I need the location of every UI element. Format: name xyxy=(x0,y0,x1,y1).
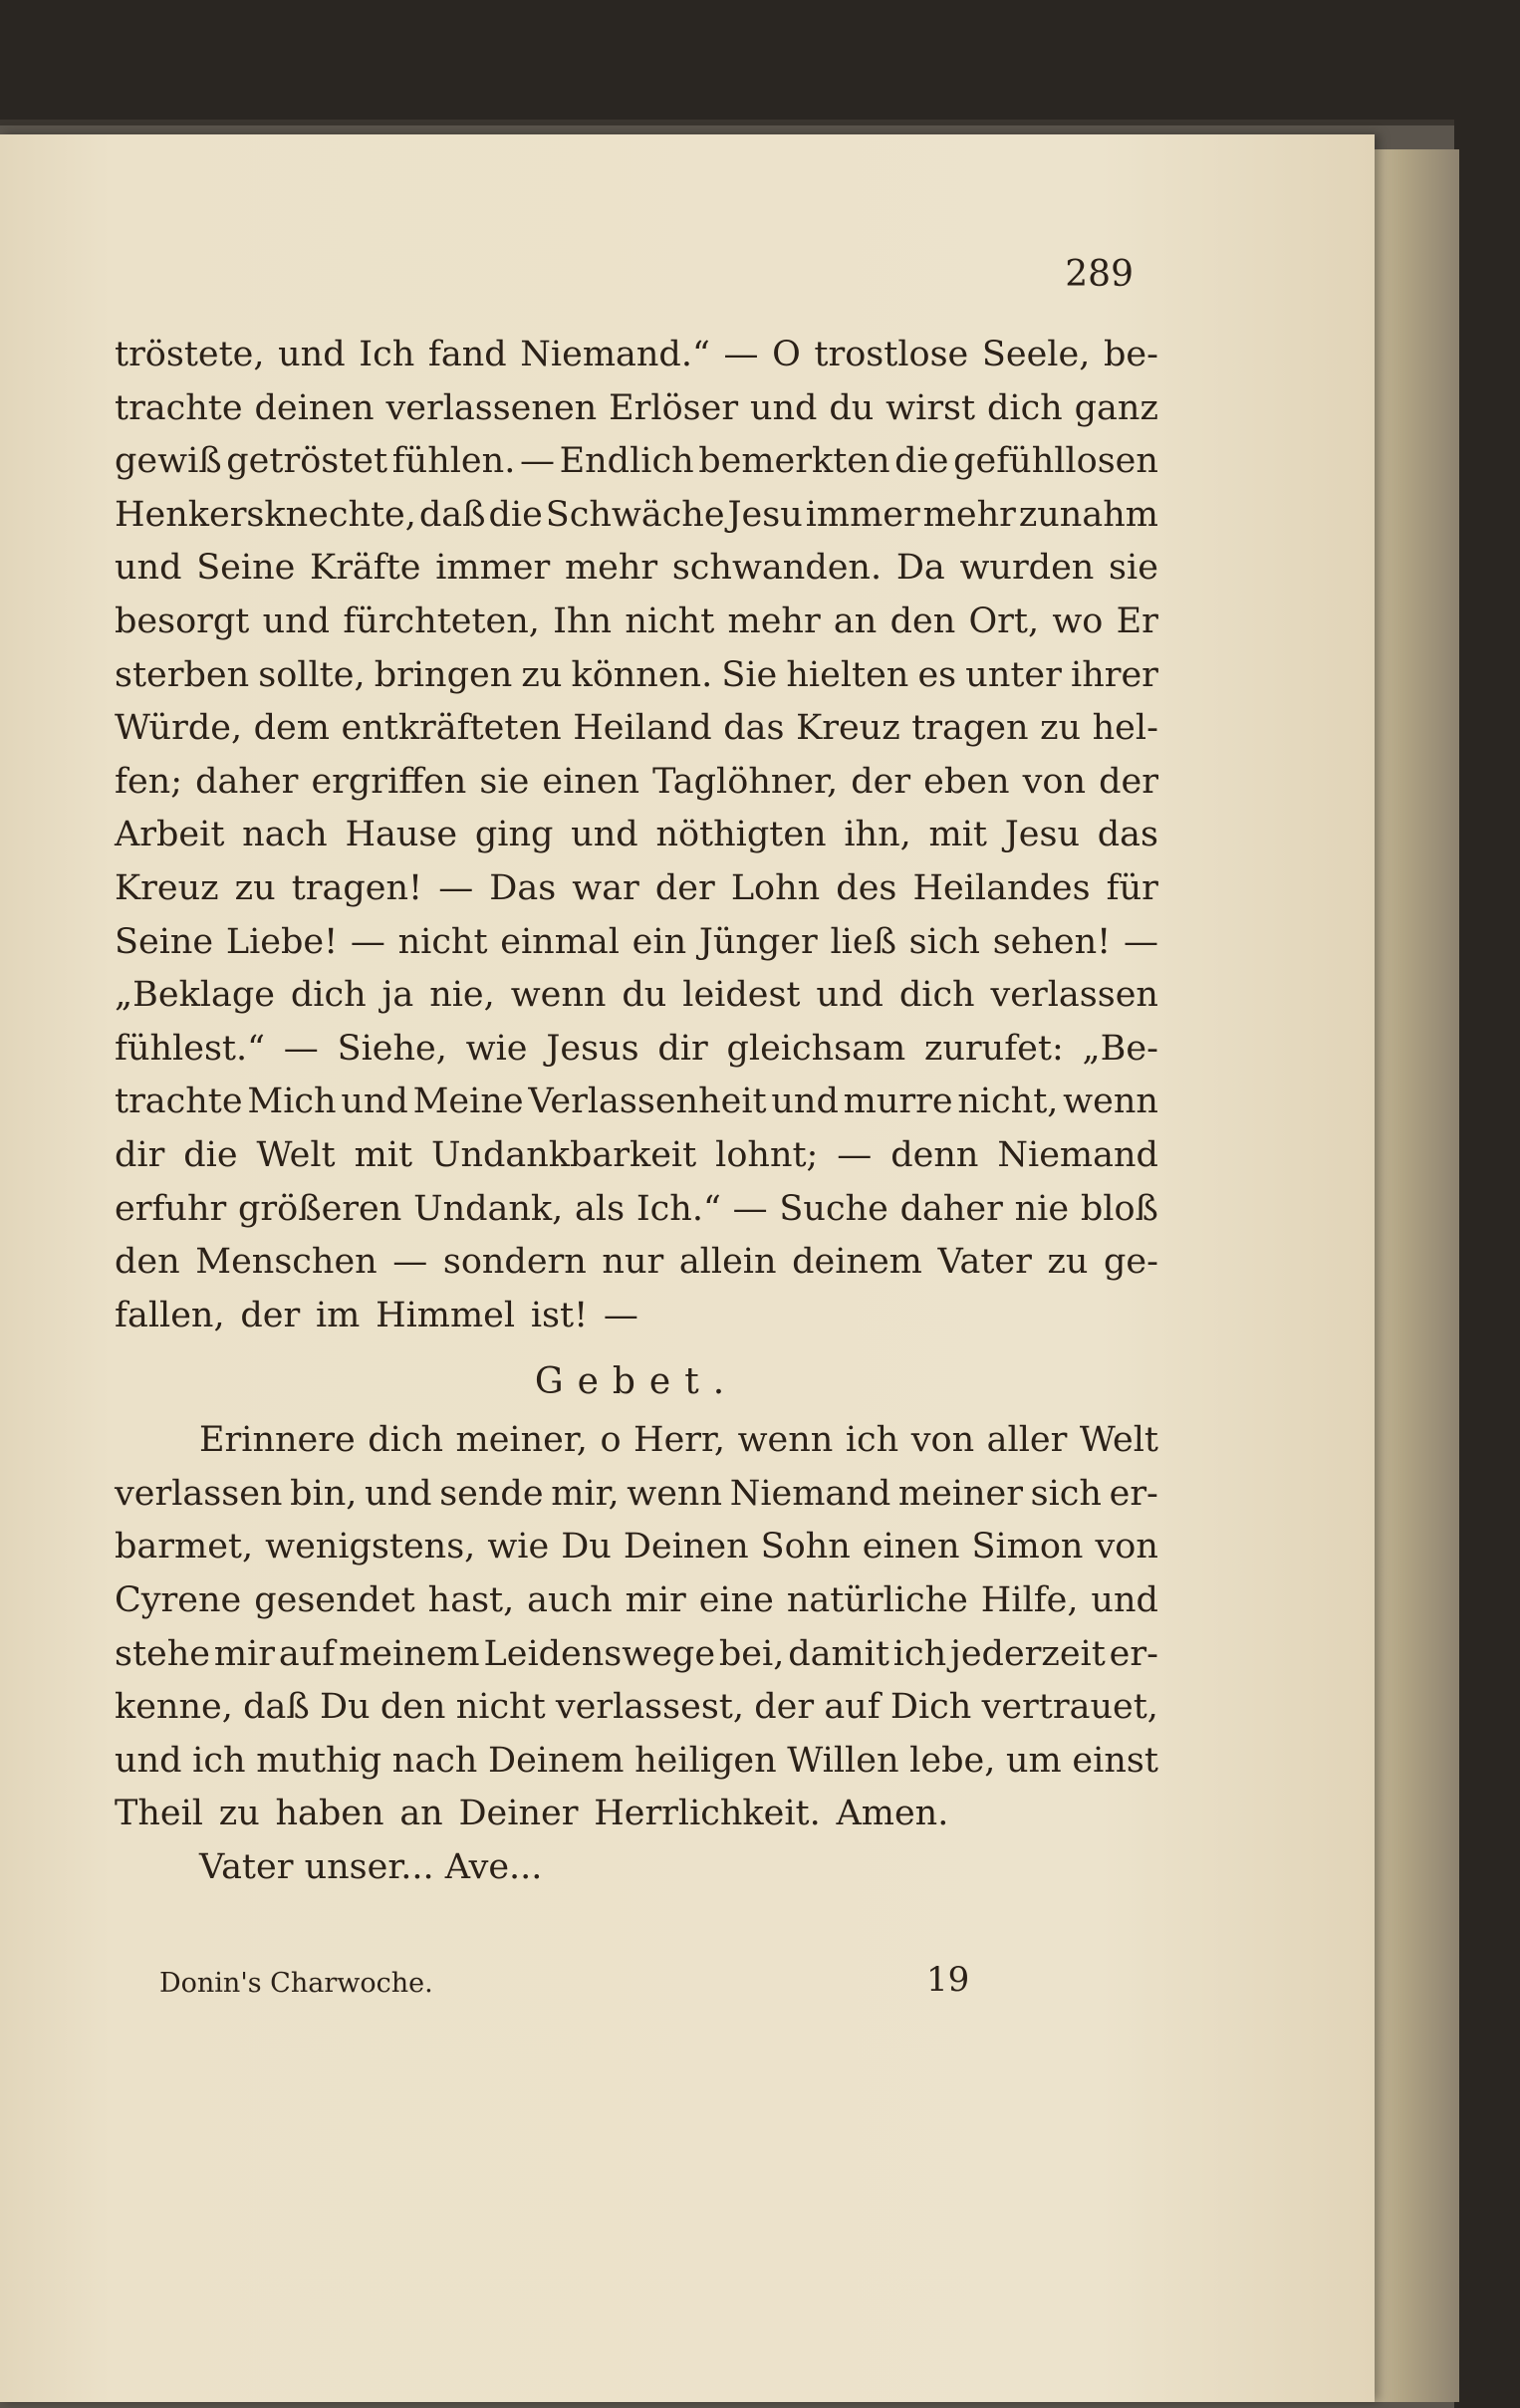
word: bei, xyxy=(718,1633,785,1674)
word: die xyxy=(894,441,949,482)
word: zu xyxy=(521,654,563,695)
word: auf xyxy=(824,1687,881,1728)
text-line xyxy=(115,649,1158,703)
word: bin, xyxy=(290,1473,358,1514)
word: mit xyxy=(354,1134,413,1175)
text-line xyxy=(115,1023,1158,1077)
word: dir xyxy=(115,1134,165,1175)
word: Ihn xyxy=(553,601,613,641)
text-line xyxy=(115,1468,1158,1522)
word: trachte xyxy=(115,387,243,428)
word: Endlich xyxy=(559,441,694,482)
meditation-text xyxy=(115,329,1158,1342)
word: Das xyxy=(489,867,557,908)
word: ge- xyxy=(1104,1242,1158,1283)
word: Siehe, xyxy=(337,1028,447,1069)
word: sich xyxy=(1030,1473,1102,1514)
word: daher xyxy=(899,1188,1003,1229)
word: natürliche xyxy=(786,1580,968,1621)
word: hel- xyxy=(1092,708,1158,749)
word: Deiner xyxy=(458,1794,579,1834)
word: Deinen xyxy=(623,1527,749,1567)
text-line xyxy=(115,1236,1158,1290)
word: — xyxy=(723,335,759,374)
text-line xyxy=(115,809,1158,862)
word: Sie xyxy=(721,654,778,695)
word: des xyxy=(836,867,897,908)
word: Ort, xyxy=(968,601,1040,641)
closing-text: Vater unser... Ave... xyxy=(199,1847,543,1888)
word: trachte xyxy=(115,1082,243,1122)
word: allein xyxy=(678,1242,777,1283)
word: sehen! xyxy=(992,921,1112,962)
word: hast, xyxy=(427,1580,515,1621)
word: Schwäche xyxy=(545,494,725,535)
word: Suche xyxy=(779,1188,888,1229)
word: stehe xyxy=(115,1633,210,1674)
word: gleichsam xyxy=(726,1028,906,1069)
word: nur xyxy=(602,1242,664,1283)
text-line xyxy=(115,1628,1158,1682)
word: — xyxy=(519,441,555,482)
page-number: 289 xyxy=(1065,254,1134,295)
word: Willen xyxy=(787,1740,899,1781)
word: Herr, xyxy=(633,1420,726,1461)
word: Ich xyxy=(359,335,415,374)
word: ich xyxy=(892,1633,947,1674)
word: ja xyxy=(381,975,414,1016)
word: größeren xyxy=(238,1188,402,1229)
word: verlassen xyxy=(990,975,1158,1016)
word: ich xyxy=(845,1420,899,1461)
word: Ich.“ xyxy=(635,1188,721,1229)
word: meinem xyxy=(339,1633,480,1674)
word: nie, xyxy=(429,975,495,1016)
word: Welt xyxy=(256,1134,336,1175)
word: der xyxy=(1099,761,1158,802)
word: für xyxy=(1106,867,1158,908)
word: nicht, xyxy=(957,1082,1059,1122)
word: aller xyxy=(986,1420,1068,1461)
word: unter xyxy=(965,654,1062,695)
word: lohnt; xyxy=(715,1134,819,1175)
word: haben xyxy=(275,1794,384,1834)
word: er- xyxy=(1109,1473,1158,1514)
word: nicht xyxy=(455,1687,546,1728)
text-line xyxy=(115,756,1158,810)
word: muthig xyxy=(256,1740,382,1781)
word: ließ xyxy=(830,921,896,962)
word: bringen xyxy=(374,654,513,695)
text-line xyxy=(115,329,1158,382)
word: vertrauet, xyxy=(981,1687,1158,1728)
word: wenn xyxy=(737,1420,834,1461)
word: O xyxy=(772,335,801,374)
word: Simon xyxy=(971,1527,1084,1567)
word: mehr xyxy=(922,494,1016,535)
word: Heiland xyxy=(573,708,712,749)
word: gefühllosen xyxy=(953,441,1158,482)
word: daß xyxy=(418,494,486,535)
word: immer xyxy=(435,548,551,589)
word: einmal xyxy=(500,921,620,962)
word: Mich xyxy=(247,1082,337,1122)
word: und xyxy=(115,1740,182,1781)
word: an xyxy=(399,1794,443,1834)
sheet-mark: 19 xyxy=(926,1960,970,2000)
word: bemerkten xyxy=(698,441,890,482)
word: Verlassenheit xyxy=(528,1082,767,1122)
word: Hause xyxy=(345,815,458,855)
word: bloß xyxy=(1080,1188,1158,1229)
word: meiner xyxy=(897,1473,1023,1514)
text-line xyxy=(115,596,1158,649)
text-line xyxy=(115,1183,1158,1237)
word: Du xyxy=(319,1687,371,1728)
word: deinen xyxy=(254,387,375,428)
word: Welt xyxy=(1079,1420,1158,1461)
text-line xyxy=(115,1788,1158,1841)
word: jederzeit xyxy=(949,1633,1106,1674)
word: es xyxy=(917,654,957,695)
word: der xyxy=(754,1687,815,1728)
word: zu xyxy=(218,1794,260,1834)
word: von xyxy=(1022,761,1086,802)
word: — xyxy=(392,1242,428,1283)
word: daß xyxy=(243,1687,310,1728)
prayer-heading: Gebet. xyxy=(534,1361,739,1403)
word: Würde, xyxy=(115,708,243,749)
word: und xyxy=(365,1473,432,1514)
word: „Beklage xyxy=(115,975,275,1016)
word: denn xyxy=(890,1134,979,1175)
word: dich xyxy=(898,975,975,1016)
text-line xyxy=(115,1681,1158,1735)
word: war xyxy=(572,867,639,908)
word: an xyxy=(833,601,878,641)
word: ganz xyxy=(1074,387,1158,428)
text-line xyxy=(115,1414,1158,1468)
closing-line xyxy=(115,1841,1158,1895)
word: Cyrene xyxy=(115,1580,242,1621)
word: meiner, xyxy=(455,1420,588,1461)
word: Erlöser xyxy=(609,387,739,428)
word: be- xyxy=(1103,335,1158,374)
word: auch xyxy=(527,1580,613,1621)
word: ergriffen xyxy=(311,761,467,802)
word: Taglöhner, xyxy=(652,761,839,802)
word: den xyxy=(115,1242,180,1283)
word: nicht xyxy=(625,601,715,641)
word: wenigstens, xyxy=(265,1527,476,1567)
word: der xyxy=(240,1295,301,1335)
word: sollte, xyxy=(258,654,366,695)
word: nicht xyxy=(397,921,488,962)
word: und xyxy=(816,975,884,1016)
text-line xyxy=(115,435,1158,489)
word: fühlest.“ xyxy=(115,1028,265,1069)
word: dich xyxy=(986,387,1063,428)
word: Leidenswege xyxy=(483,1633,716,1674)
word: trostlose xyxy=(814,335,969,374)
word: gewiß xyxy=(115,441,222,482)
word: zu xyxy=(1047,1242,1089,1283)
word: Undankbarkeit xyxy=(430,1134,697,1175)
word: Himmel xyxy=(376,1295,516,1335)
word: Seele, xyxy=(981,335,1091,374)
word: im xyxy=(315,1295,361,1335)
word: Da xyxy=(895,548,945,589)
word: zu xyxy=(1040,708,1082,749)
word: Niemand xyxy=(729,1473,891,1514)
word: dem xyxy=(253,708,330,749)
text-line xyxy=(115,1129,1158,1183)
word: und xyxy=(1091,1580,1158,1621)
word: du xyxy=(622,975,667,1016)
page-footer xyxy=(159,1960,1116,2010)
word: barmet, xyxy=(115,1527,254,1567)
word: fand xyxy=(427,335,507,374)
text-line xyxy=(115,1290,1158,1343)
word: dich xyxy=(368,1420,443,1461)
word: das xyxy=(723,708,785,749)
word: und xyxy=(341,1082,408,1122)
word: sie xyxy=(1109,548,1158,589)
word: die xyxy=(183,1134,238,1175)
word: den xyxy=(889,601,956,641)
word: wurden xyxy=(959,548,1095,589)
word: von xyxy=(1095,1527,1158,1567)
word: einen xyxy=(862,1527,960,1567)
word: ging xyxy=(474,815,554,855)
word: ihn, xyxy=(844,815,911,855)
word: nach xyxy=(242,815,328,855)
word: er- xyxy=(1109,1633,1158,1674)
word: mit xyxy=(928,815,987,855)
word: Liebe! xyxy=(225,921,339,962)
word: Niemand.“ xyxy=(520,335,710,374)
word: einen xyxy=(542,761,640,802)
word: Henkersknechte, xyxy=(115,494,416,535)
word: erfuhr xyxy=(115,1188,227,1229)
word: schwanden. xyxy=(671,548,883,589)
word: eine xyxy=(698,1580,774,1621)
word: nach xyxy=(391,1740,478,1781)
word: — xyxy=(283,1028,319,1069)
word: — xyxy=(837,1134,873,1175)
page-body xyxy=(115,329,1158,1895)
word: und xyxy=(749,387,818,428)
word: und xyxy=(262,601,331,641)
word: zu xyxy=(234,867,276,908)
word: Hilfe, xyxy=(980,1580,1079,1621)
text-line xyxy=(115,542,1158,596)
text-line xyxy=(115,1574,1158,1628)
word: sterben xyxy=(115,654,250,695)
word: auf xyxy=(278,1633,336,1674)
word: Undank, xyxy=(413,1188,564,1229)
word: das xyxy=(1097,815,1158,855)
word: Lohn xyxy=(730,867,821,908)
word: wenn xyxy=(1063,1082,1158,1122)
word: mir xyxy=(625,1580,686,1621)
text-line xyxy=(115,916,1158,970)
word: tragen! xyxy=(291,867,423,908)
text-line xyxy=(115,382,1158,436)
word: dir xyxy=(657,1028,708,1069)
word: Herrlichkeit. xyxy=(594,1794,821,1834)
word: den xyxy=(380,1687,446,1728)
word: Dich xyxy=(889,1687,972,1728)
word: murre xyxy=(843,1082,953,1122)
word: als xyxy=(575,1188,626,1229)
word: kenne, xyxy=(115,1687,233,1728)
text-line xyxy=(115,1076,1158,1129)
word: fallen, xyxy=(115,1295,225,1335)
word: besorgt xyxy=(115,601,250,641)
word: entkräfteten xyxy=(341,708,562,749)
word: nöthigten xyxy=(655,815,827,855)
word: ist! xyxy=(530,1295,589,1335)
word: Jesu xyxy=(1004,815,1080,855)
word: nie xyxy=(1014,1188,1070,1229)
word: damit xyxy=(788,1633,889,1674)
word: tragen xyxy=(911,708,1029,749)
word: mir, xyxy=(551,1473,620,1514)
word: ihrer xyxy=(1071,654,1158,695)
word: um xyxy=(1006,1740,1062,1781)
word: mehr xyxy=(564,548,658,589)
word: Menschen xyxy=(195,1242,378,1283)
word: Du xyxy=(561,1527,612,1567)
word: können. xyxy=(571,654,713,695)
word: sondern xyxy=(442,1242,587,1283)
word: wie xyxy=(487,1527,550,1567)
word: Jesu xyxy=(727,494,803,535)
book-signature: Donin's Charwoche. xyxy=(159,1968,433,1999)
word: deinem xyxy=(792,1242,922,1283)
word: immer xyxy=(805,494,920,535)
word: sich xyxy=(908,921,980,962)
word: Niemand xyxy=(997,1134,1158,1175)
word: eben xyxy=(923,761,1010,802)
word: daher xyxy=(195,761,299,802)
word: von xyxy=(910,1420,975,1461)
word: sende xyxy=(439,1473,544,1514)
word: dich xyxy=(290,975,367,1016)
word: — xyxy=(603,1295,638,1335)
word: fürchteten, xyxy=(343,601,540,641)
word: tröstete, xyxy=(115,335,265,374)
word: Vater xyxy=(937,1242,1032,1283)
word: fühlen. xyxy=(391,441,516,482)
word: — xyxy=(438,867,474,908)
word: zurufet: xyxy=(923,1028,1064,1069)
word: sie xyxy=(479,761,530,802)
text-line xyxy=(115,702,1158,756)
word: Kräfte xyxy=(310,548,421,589)
text-line xyxy=(115,1735,1158,1789)
word: Jesus xyxy=(546,1028,639,1069)
text-line xyxy=(115,489,1158,543)
word: verlassest, xyxy=(555,1687,744,1728)
word: und xyxy=(571,815,638,855)
word: wo xyxy=(1052,601,1104,641)
word: Meine xyxy=(412,1082,524,1122)
word: ich xyxy=(192,1740,246,1781)
word: wirst xyxy=(886,387,976,428)
word: Er xyxy=(1116,601,1158,641)
word: und xyxy=(771,1082,839,1122)
word: wenn xyxy=(627,1473,723,1514)
word: und xyxy=(115,548,182,589)
word: und xyxy=(278,335,346,374)
word: — xyxy=(1123,921,1158,962)
word: Seine xyxy=(115,921,214,962)
word: „Be- xyxy=(1082,1028,1158,1069)
word: Kreuz xyxy=(796,708,900,749)
word: wie xyxy=(465,1028,528,1069)
word: ein xyxy=(632,921,687,962)
word: du xyxy=(829,387,875,428)
word: heiligen xyxy=(634,1740,777,1781)
text-line xyxy=(115,862,1158,916)
word: die xyxy=(488,494,543,535)
word: wenn xyxy=(510,975,607,1016)
word: Amen. xyxy=(836,1794,949,1834)
text-line xyxy=(115,969,1158,1023)
word: leidest xyxy=(682,975,801,1016)
word: fen; xyxy=(115,761,183,802)
word: Kreuz xyxy=(115,867,219,908)
word: der xyxy=(851,761,911,802)
word: — xyxy=(350,921,385,962)
word: Theil xyxy=(115,1794,203,1834)
word: verlassenen xyxy=(385,387,598,428)
word: verlassen xyxy=(115,1473,283,1514)
word: mir xyxy=(213,1633,275,1674)
text-line xyxy=(115,1521,1158,1574)
word: Arbeit xyxy=(115,815,225,855)
word: Erinnere xyxy=(199,1420,356,1461)
word: hielten xyxy=(786,654,909,695)
word: mehr xyxy=(727,601,821,641)
word: Jünger xyxy=(698,921,818,962)
word: Sohn xyxy=(760,1527,851,1567)
word: getröstet xyxy=(226,441,388,482)
word: gesendet xyxy=(254,1580,415,1621)
word: Deinem xyxy=(488,1740,625,1781)
word: zunahm xyxy=(1018,494,1158,535)
word: der xyxy=(654,867,715,908)
word: — xyxy=(732,1188,768,1229)
word: einst xyxy=(1072,1740,1158,1781)
word: o xyxy=(600,1420,622,1461)
word: Seine xyxy=(196,548,296,589)
prayer-text xyxy=(115,1414,1158,1841)
word: lebe, xyxy=(909,1740,996,1781)
word: Heilandes xyxy=(912,867,1091,908)
